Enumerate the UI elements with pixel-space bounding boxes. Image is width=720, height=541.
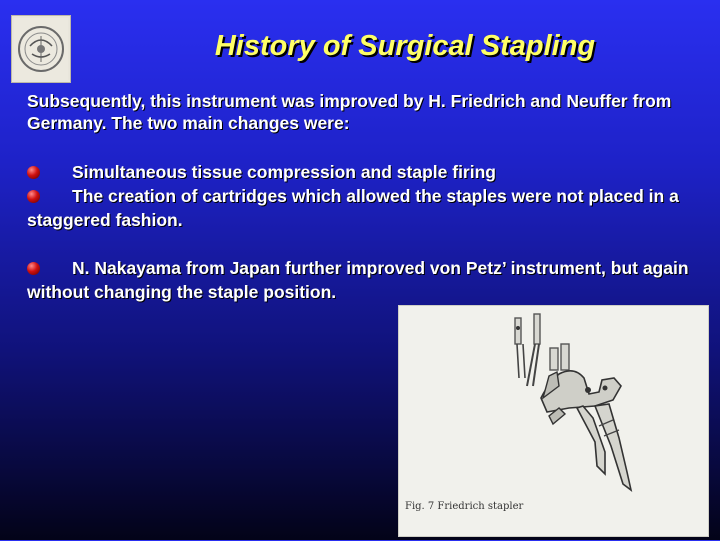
figure-caption: Fig. 7 Friedrich stapler xyxy=(405,501,524,512)
bullet-icon xyxy=(27,166,40,179)
intro-paragraph: Subsequently, this instrument was improved by H. Friedrich and Neuffer from Germany. The two main changes were: xyxy=(27,91,672,133)
slide-title: History of Surgical Stapling xyxy=(214,30,596,62)
bullet-item: Simultaneous tissue compression and staple firing xyxy=(27,160,697,184)
bullet-item: N. Nakayama from Japan further improved von Petz’ instrument, but again without changing the staple position. xyxy=(27,258,689,302)
bullet-icon xyxy=(27,262,40,275)
bullet-icon xyxy=(27,190,40,203)
bullet-item: The creation of cartridges which allowed the staples were not placed in a staggered fashion. xyxy=(27,186,679,230)
friedrich-stapler-photo xyxy=(398,305,709,537)
